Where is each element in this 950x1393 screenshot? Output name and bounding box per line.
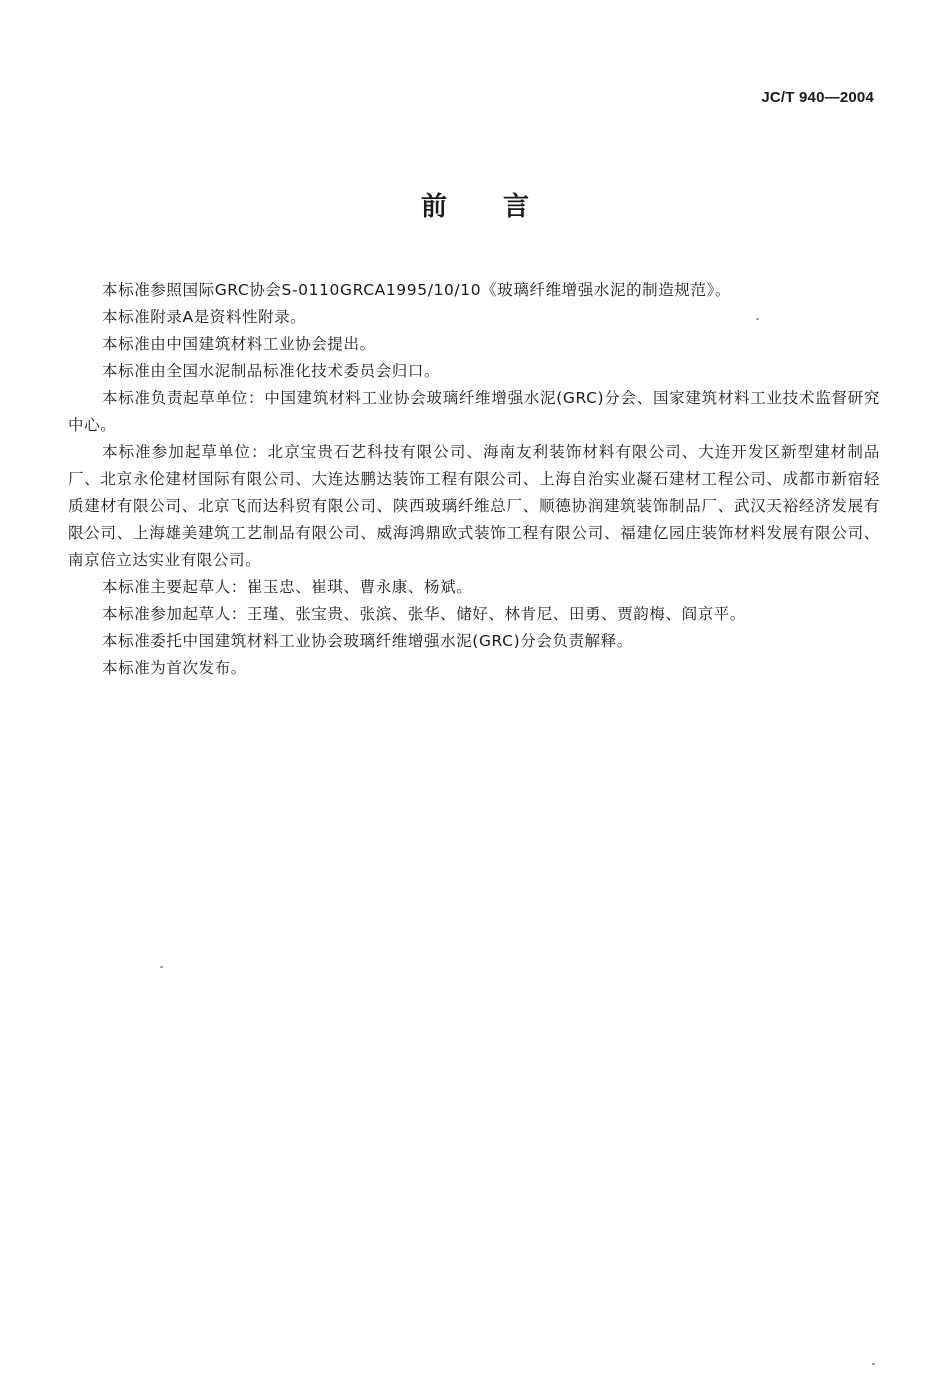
paragraph-participating-units: 本标准参加起草单位：北京宝贵石艺科技有限公司、海南友利装饰材料有限公司、大连开发区新型建材制品厂、北京永伦建材国际有限公司、大连达鹏达装饰工程有限公司、上海自治实业凝石建材工程公司、成都市新宿轻质建材有限公司、北京飞而达科贸有限公司、陕西玻璃纤维总厂、顺德协润建筑装饰制品厂、武汉天裕经济发展有限公司、上海雄美建筑工艺制品有限公司、威海鸿鼎欧式装饰工程有限公司、福建亿园庄装饰材料发展有限公司、南京倍立达实业有限公司。	[68, 443, 880, 569]
paragraph-interpretation: 本标准委托中国建筑材料工业协会玻璃纤维增强水泥(GRC)分会负责解释。	[102, 632, 633, 650]
paragraph-reference: 本标准参照国际GRC协会S-0110GRCA1995/10/10《玻璃纤维增强水泥的制造规范》。	[102, 281, 732, 299]
paragraph-first-release: 本标准为首次发布。	[102, 659, 247, 677]
paragraph-proposer: 本标准由中国建筑材料工业协会提出。	[102, 335, 376, 353]
scan-speck	[160, 966, 163, 968]
paragraph-appendix: 本标准附录A是资料性附录。	[102, 308, 307, 326]
page-title: 前言	[420, 192, 585, 222]
paragraph-main-drafters: 本标准主要起草人：崔玉忠、崔琪、曹永康、杨斌。	[102, 578, 473, 596]
document-code: JC/T 940—2004	[761, 89, 874, 106]
scan-speck	[872, 1363, 875, 1365]
paragraph-lead-drafters: 本标准负责起草单位：中国建筑材料工业协会玻璃纤维增强水泥(GRC)分会、国家建筑材料工业技术监督研究中心。	[68, 389, 880, 434]
foreword-body	[68, 277, 880, 682]
scan-speck	[756, 318, 759, 320]
paragraph-participating-drafters: 本标准参加起草人：王瑾、张宝贵、张滨、张华、储好、林肯尼、田勇、贾韵梅、阎京平。	[102, 605, 747, 623]
paragraph-centralized: 本标准由全国水泥制品标准化技术委员会归口。	[102, 362, 441, 380]
